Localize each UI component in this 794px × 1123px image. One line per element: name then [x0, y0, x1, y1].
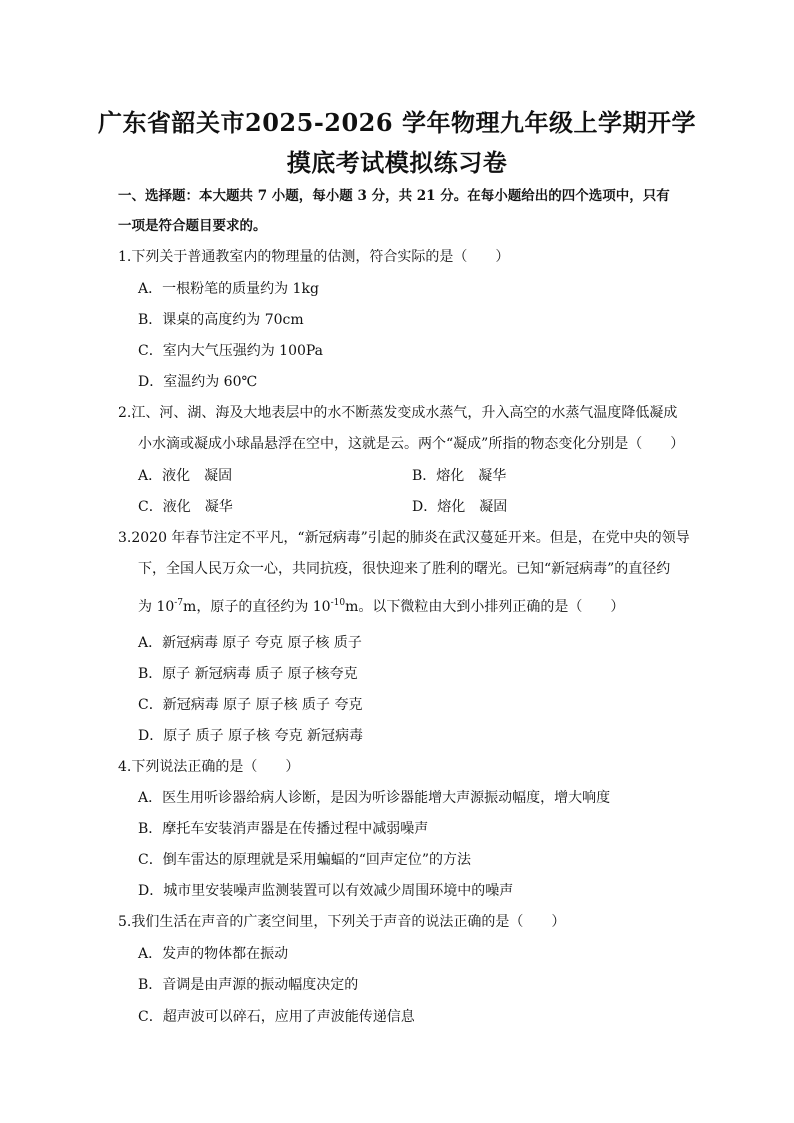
question-3-text-a: 为 10: [138, 599, 175, 615]
question-3-option-d: D．原子 质子 原子核 夸克 新冠病毒: [138, 728, 364, 744]
exponent-virus-diameter: -7: [174, 598, 184, 608]
question-3-option-a: A．新冠病毒 原子 夸克 原子核 质子: [138, 635, 362, 651]
question-2-stem-line2: 小水滴或凝成小球晶悬浮在空中，这就是云。两个“凝成”所指的物态变化分别是（ ）: [138, 436, 685, 452]
question-2-option-a: A．液化 凝固: [138, 468, 233, 484]
question-5-stem: 5.我们生活在声音的广袤空间里，下列关于声音的说法正确的是（ ）: [118, 914, 566, 930]
question-1-option-a: A．一根粉笔的质量约为 1kg: [138, 281, 319, 297]
question-1-stem: 1.下列关于普通教室内的物理量的估测，符合实际的是（ ）: [118, 249, 510, 265]
question-1-option-d: D．室温约为 60℃: [138, 374, 258, 390]
question-4-option-a: A．医生用听诊器给病人诊断，是因为听诊器能增大声源振动幅度，增大响度: [138, 790, 611, 806]
question-5-option-c: C．超声波可以碎石，应用了声波能传递信息: [138, 1009, 415, 1025]
question-3-text-b: m，原子的直径约为 10: [183, 599, 331, 615]
question-2-option-d: D．熔化 凝固: [412, 499, 508, 515]
question-1-option-c: C．室内大气压强约为 100Pa: [138, 343, 324, 359]
question-3-stem-line1: 3.2020 年春节注定不平凡，“新冠病毒”引起的肺炎在武汉蔓延开来。但是，在党中央的领导: [118, 530, 690, 546]
question-5-option-b: B．音调是由声源的振动幅度决定的: [138, 977, 359, 993]
question-3-stem-line3: [138, 597, 624, 617]
exam-title-line1: 广东省韶关市2025-2026 学年物理九年级上学期开学: [98, 108, 696, 137]
question-4-option-d: D．城市里安装噪声监测装置可以有效减少周围环境中的噪声: [138, 883, 514, 899]
question-4-stem: 4.下列说法正确的是（ ）: [118, 759, 300, 775]
question-4-option-b: B．摩托车安装消声器是在传播过程中减弱噪声: [138, 821, 429, 837]
section-heading-line1: 一、选择题：本大题共 7 小题，每小题 3 分，共 21 分。在每小题给出的四个选项中，只有: [118, 188, 670, 204]
exponent-atom-diameter: -10: [330, 598, 346, 608]
question-4-option-c: C．倒车雷达的原理就是采用蝙蝠的“回声定位”的方法: [138, 852, 472, 868]
question-3-text-c: m。以下微粒由大到小排列正确的是（ ）: [345, 599, 625, 615]
question-1-option-b: B．课桌的高度约为 70cm: [138, 312, 304, 328]
question-2-option-b: B．熔化 凝华: [412, 468, 507, 484]
exam-title-line2: 摸底考试模拟练习卷: [286, 148, 508, 177]
question-2-option-c: C．液化 凝华: [138, 499, 233, 515]
question-3-stem-line2: 下，全国人民万众一心，共同抗疫，很快迎来了胜利的曙光。已知“新冠病毒”的直径约: [138, 561, 671, 577]
question-5-option-a: A．发声的物体都在振动: [138, 946, 289, 962]
question-3-option-c: C．新冠病毒 原子 原子核 质子 夸克: [138, 697, 363, 713]
question-2-stem-line1: 2.江、河、湖、海及大地表层中的水不断蒸发变成水蒸气，升入高空的水蒸气温度降低凝成: [118, 405, 678, 421]
question-3-option-b: B．原子 新冠病毒 质子 原子核夸克: [138, 666, 358, 682]
section-heading-line2: 一项是符合题目要求的。: [118, 218, 267, 234]
